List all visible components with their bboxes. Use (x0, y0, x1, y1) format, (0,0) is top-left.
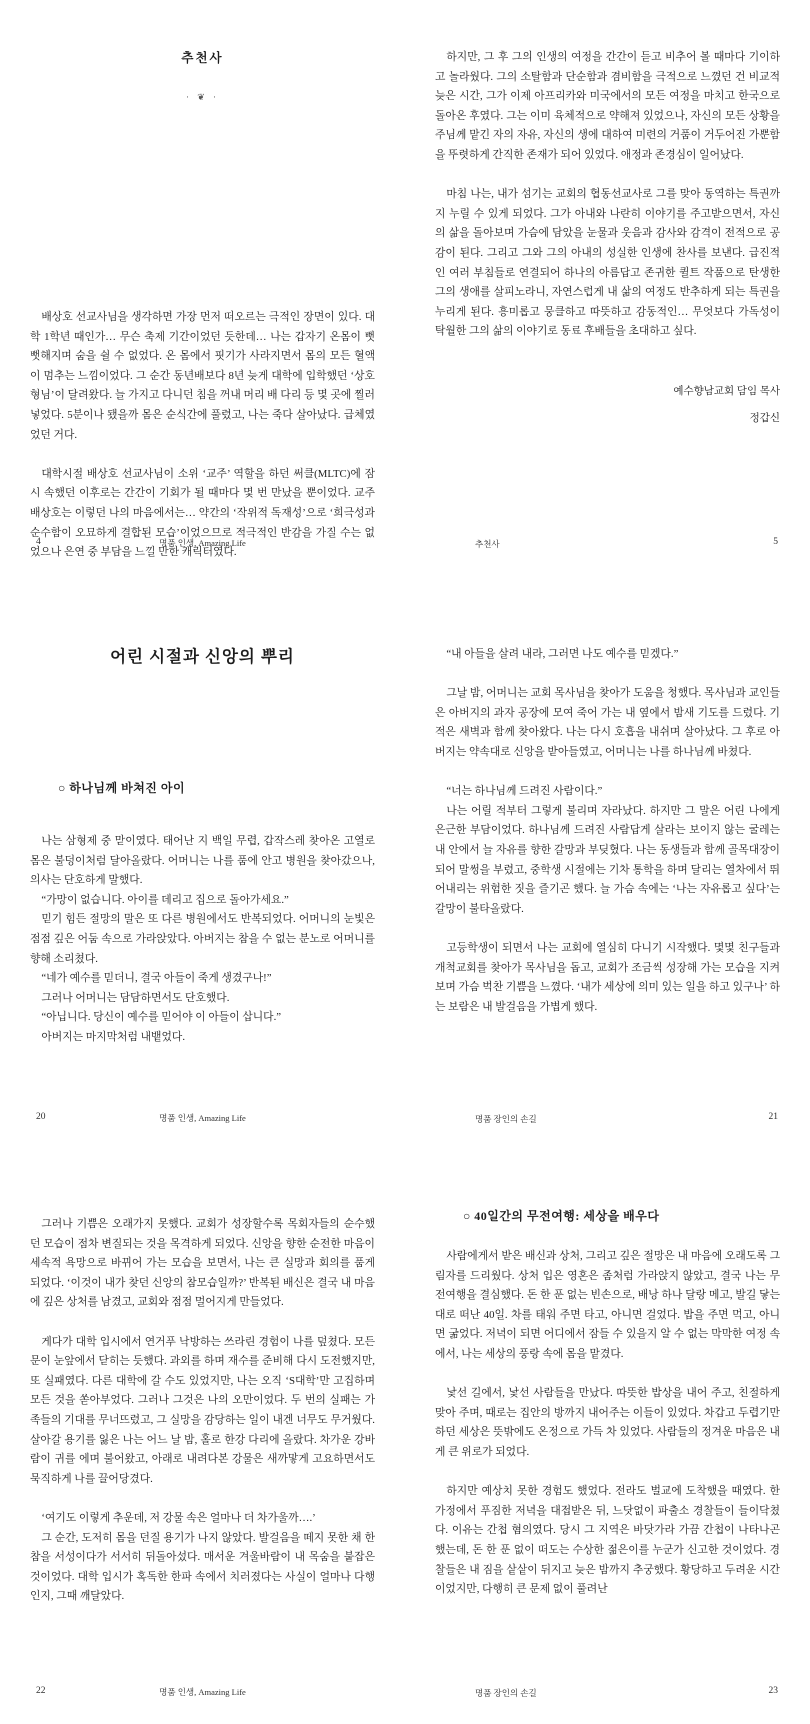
page-23 (405, 1149, 810, 1724)
page-21-footer (435, 1112, 780, 1124)
page-23-footer (435, 1686, 780, 1698)
page-20 (0, 575, 405, 1150)
running-chapter: 추천사 (475, 539, 500, 549)
paragraph: 사람에게서 받은 배신과 상처, 그리고 깊은 절망은 내 마음에 오래도록 그림자를 드리웠다. 상처 입은 영혼은 좀처럼 가라앉지 않았고, 결국 나는 무전여행을 결심했다. 돈 한 푼 없는 빈손으로, 배낭 하나 달랑 메고, 발길 닿는 대로 떠난 40일. 차를 태워 주면 타고, 아니면 걸었다. 밥을 주면 먹고, 아니면 굶었다. 저녁이 되면 어디에서 잠들 수 있을지 알 수 없는 막막한 여정 속에서, 나는 세상의 풍랑 속에 몸을 맡겼다. (435, 1250, 780, 1360)
paragraph: 마침 나는, 내가 섬기는 교회의 협동선교사로 그를 맞아 동역하는 특권까지 누릴 수 있게 되었다. 그가 아내와 나란히 이야기를 주고받으면서, 자신의 삶을 돌아보며 가슴에 담았을 눈물과 웃음과 감사와 감격이 전적으로 공감이 된다. 그리고 그와 그의 아내의 성실한 인생에 찬사를 보낸다. 급진적인 여러 부침들로 연결되어 하나의 아름답고 존귀한 퀼트 작품으로 탄생한 그의 생애를 살피노라니, 자연스럽게 내 삶의 여정도 반추하게 되는 특권을 누리게 된다. 흥미롭고 뭉클하고 따뜻하고 감동적인… 무엇보다 가독성이 탁월한 그의 삶의 이야기로 동료 후배들을 초대하고 싶다. (435, 188, 780, 338)
page-number: 20 (36, 1112, 46, 1122)
paragraph: 게다가 대학 입시에서 연거푸 낙방하는 쓰라린 경험이 나를 덮쳤다. 모든 문이 눈앞에서 닫히는 듯했다. 과외를 하며 재수를 준비해 다시 도전했지만, 또 실패였다. 다른 대학에 갈 수도 있었지만, 나는 오직 ‘S대학’만 고집하며 모든 것을 쏟아부었다. 그러나 그것은 나의 오만이었다. 두 번의 실패는 가족들의 기대를 무너뜨렸고, 그 실망을 감당하는 일이 내겐 너무도 무거웠다. 살아갈 용기를 잃은 나는 어느 날 밤, 홀로 한강 다리에 올랐다. 차가운 강바람이 귀를 에며 불어왔고, 아래로 내려다본 강물은 새까맣게 고요하면서도 묵직하게 나를 끌어당겼다. (30, 1335, 375, 1485)
page-4-content (30, 0, 375, 563)
dialogue-line: “네가 예수를 믿더니, 결국 아들이 죽게 생겼구나!” (41, 972, 272, 985)
dialogue-line: “가망이 없습니다. 아이를 데리고 집으로 돌아가세요.” (41, 893, 289, 906)
page-20-footer (30, 1112, 375, 1124)
page-4 (0, 0, 405, 575)
paragraph: 그러나 기쁨은 오래가지 못했다. 교회가 성장할수록 목회자들의 순수했던 모습이 점차 변질되는 것을 목격하게 되었다. 신앙을 향한 순전한 마음이 세속적 욕망으로 바뀌어 가는 모습을 보면서, 나는 큰 실망과 회의를 품게 되었다. ‘이것이 내가 찾던 신앙의 참모습일까?’ 반복된 배신은 결국 내 마음에 깊은 상처를 남겼고, 교회와 점점 멀어지게 만들었다. (30, 1218, 375, 1309)
dialogue-line: “아닙니다. 당신이 예수를 믿어야 이 아들이 삽니다.” (41, 1011, 282, 1024)
signature-role: 예수향남교회 담임 목사 (673, 385, 780, 397)
page-22-body (30, 1215, 375, 1607)
paragraph: 낯선 길에서, 낯선 사람들을 만났다. 따뜻한 밥상을 내어 주고, 친절하게 맞아 주며, 때로는 집안의 방까지 내어주는 이들이 있었다. 차갑고 두렵기만 하던 세상은 뜻밖에도 온정으로 가득 차 있었다. 사람들의 정겨운 마음은 내게 큰 위로가 되었다. (435, 1387, 780, 1458)
page-23-content (435, 1149, 780, 1600)
page-21 (405, 575, 810, 1150)
signature-name: 정갑신 (749, 412, 780, 424)
page-5-body (435, 48, 780, 342)
dialogue-line: “내 아들을 살려 내라, 그러면 나도 예수를 믿겠다.” (446, 648, 679, 660)
paragraph: 그 순간, 도저히 몸을 던질 용기가 나지 않았다. 발걸음을 떼지 못한 채 한참을 서성이다가 서서히 뒤돌아섰다. 매서운 겨울바람이 내 목숨을 붙잡은 것이었다. 대학 입시가 혹독한 한파 속에서 치러졌다는 사실이 얼마나 다행인지, 그때 깨달았다. (30, 1531, 375, 1603)
page-4-body (30, 308, 375, 563)
paragraph: 아버지는 마지막처럼 내뱉었다. (41, 1030, 186, 1043)
page-21-content (435, 575, 780, 1017)
paragraph: 그날 밤, 어머니는 교회 목사님을 찾아가 도움을 청했다. 목사님과 교인들은 아버지의 과자 공장에 모여 죽어 가는 내 옆에서 밤새 기도를 드렸다. 기적은 새벽과 함께 찾아왔다. 나는 다시 호흡을 내쉬며 살아났다. 그 후로 아버지는 약속대로 신앙을 받아들였고, 어머니는 나를 하나님께 바쳤다. (435, 687, 780, 758)
signature-block (435, 378, 780, 432)
paragraph: 믿기 힘든 절망의 말은 또 다른 병원에서도 반복되었다. 어머니의 눈빛은 점점 깊은 어둠 속으로 가라앉았다. 아버지는 참을 수 없는 분노로 어머니를 향해 소리쳤다. (30, 913, 375, 965)
paragraph: 하지만 예상치 못한 경험도 했었다. 전라도 벌교에 도착했을 때였다. 한 가정에서 푸짐한 저녁을 대접받은 뒤, 느닷없이 파출소 경찰들이 들이닥쳤다. 이유는 간첩 혐의였다. 당시 그 지역은 바닷가라 가끔 간첩이 나타나곤 했는데, 돈 한 푼 없이 떠도는 수상한 젊은이를 누군가 신고한 것이었다. 경찰들은 내 짐을 샅샅이 뒤지고 늦은 밤까지 추궁했다. 황당하고 두려운 시간이었지만, 다행히 큰 문제 없이 풀려난 (435, 1485, 780, 1596)
page-22-footer (30, 1686, 375, 1698)
paragraph: 나는 어릴 적부터 그렇게 불리며 자라났다. 하지만 그 말은 어린 나에게 은근한 부담이었다. 하나님께 드려진 사람답게 살라는 보이지 않는 굴레는 내 안에서 늘 자유를 향한 갈망과 부딪혔다. 나는 동생들과 함께 골목대장이 되어 말썽을 부렸고, 중학생 시절에는 기차 통학을 하며 달리는 열차에서 뛰어내리는 위험한 짓을 즐기곤 했다. 늘 가슴 속에는 ‘나는 자유롭고 싶다’는 갈망이 불타올랐다. (435, 804, 780, 915)
dialogue-line: ‘여기도 이렇게 추운데, 저 강물 속은 얼마나 더 차가울까….’ (41, 1511, 316, 1524)
section-heading: ○ 하나님께 바쳐진 아이 (58, 781, 186, 795)
paragraph: 그러나 어머니는 담담하면서도 단호했다. (41, 991, 230, 1004)
page-22 (0, 1149, 405, 1724)
running-title: 명품 인생, Amazing Life (159, 1113, 246, 1123)
chapter-title: 어린 시절과 신앙의 뿌리 (110, 647, 295, 666)
page-21-body (435, 645, 780, 1017)
page-number: 23 (768, 1686, 778, 1696)
page-5 (405, 0, 810, 575)
page-4-footer (30, 537, 375, 549)
page-20-content (30, 575, 375, 1048)
paragraph: 대학시절 배상호 선교사님이 소위 ‘교주’ 역할을 하던 써클(MLTC)에 잠시 속했던 이후로는 간간이 기회가 될 때마다 몇 번 만났을 뿐이었다. 교주 배상호는 이렇던 나의 마음에서는… 약간의 ‘작위적 독재성’으로 ‘희극성과 순수함이 오묘하게 결합된 모습’이었으므로 적극적인 반감을 가질 수는 없었으나 은연 중 부담을 느낄 만한 캐릭터였다. (30, 467, 375, 559)
paragraph: 고등학생이 되면서 나는 교회에 열심히 다니기 시작했다. 몇몇 친구들과 개척교회를 찾아가 목사님을 돕고, 교회가 조금씩 성장해 가는 모습을 지켜보며 가슴 벅찬 기쁨을 느꼈다. ‘내가 세상에 의미 있는 일을 하고 있구나’ 하는 보람은 내 발걸음을 가볍게 했다. (435, 941, 780, 1013)
page-number: 5 (773, 537, 778, 547)
paragraph: 배상호 선교사님을 생각하면 가장 먼저 떠오르는 극적인 장면이 있다. 대학 1학년 때인가… 무슨 축제 기간이었던 듯한데… 나는 갑자기 온몸이 뻣뻣해지며 숨을 쉴 수 없었다. 온 몸에서 핏기가 사라지면서 몸의 모든 혈액이 멈추는 느낌이었다. 그 순간 동년배보다 8년 늦게 대학에 입학했던 ‘상호 형님’이 달려왔다. 늘 가지고 다니던 침을 꺼내 머리 배 다리 등 몇 곳에 찔러 넣었다. 5분이나 됐을까 몸은 순식간에 풀렸고, 나는 죽다 살아났다. 급체였었던 거다. (30, 311, 375, 441)
page-number: 22 (36, 1686, 46, 1696)
page-number: 21 (768, 1112, 778, 1122)
running-chapter: 명품 장인의 손길 (475, 1688, 537, 1698)
page-5-content (435, 0, 780, 432)
page-5-footer (435, 537, 780, 549)
paragraph: 하지만, 그 후 그의 인생의 여정을 간간이 듣고 비추어 볼 때마다 기이하고 놀라웠다. 그의 소탈함과 단순함과 겸비함을 극적으로 느꼈던 건 비교적 늦은 시간, 그가 이제 아프리카와 미국에서의 모든 여정을 마치고 한국으로 돌아온 후였다. 그는 이미 육체적으로 약해져 있었으나, 자신의 모든 상황을 주님께 맡긴 자의 자유, 자신의 생에 대하여 미련의 거품이 거두어진 가뿐함을 뚜렷하게 간직한 존재가 되어 있었다. 애정과 존경심이 일어났다. (435, 51, 780, 161)
recommendation-title: 추천사 (181, 51, 224, 65)
paragraph: 나는 삼형제 중 맏이였다. 태어난 지 백일 무렵, 갑작스레 찾아온 고열로 몸은 불덩이처럼 달아올랐다. 어머니는 나를 품에 안고 병원을 찾아갔으나, 의사는 단호하게 말했다. (30, 835, 375, 887)
dialogue-line: “너는 하나님께 드려진 사람이다.” (446, 785, 603, 798)
running-chapter: 명품 장인의 손길 (475, 1114, 537, 1124)
ornament-divider: · ❦ · (185, 92, 220, 102)
page-number: 4 (36, 537, 41, 547)
running-title: 명품 인생, Amazing Life (159, 538, 246, 548)
section-heading: ○ 40일간의 무전여행: 세상을 배우다 (463, 1209, 660, 1223)
page-23-body (435, 1247, 780, 1600)
page-20-body (30, 832, 375, 1048)
running-title: 명품 인생, Amazing Life (159, 1687, 246, 1697)
page-22-content (30, 1149, 375, 1607)
